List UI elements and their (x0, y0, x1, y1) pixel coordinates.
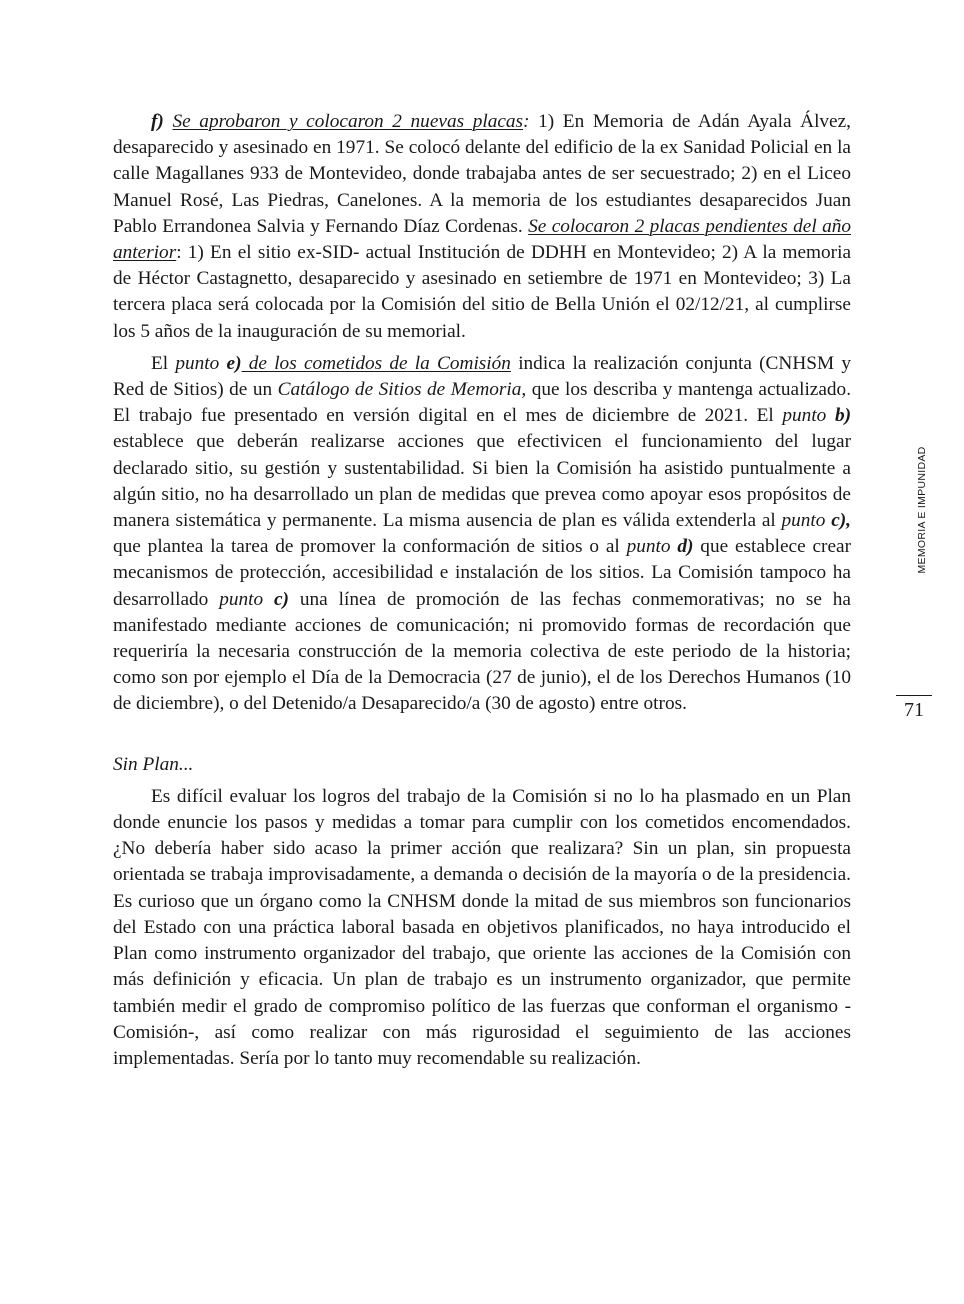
pending-placas-heading: Se colocaron 2 placas pendientes del año anterior (113, 215, 851, 264)
cometidos-link-text: de los cometidos de la Comisión (241, 352, 511, 374)
text-run: El (151, 352, 176, 374)
paragraph-placas (113, 109, 851, 345)
placas-text: 1) En Memoria de Adán Ayala Álvez, desaparecido y asesinado en 1971. Se colocó delante del edificio de la ex Sanidad Policial en la calle Magallanes 933 de Montevideo, donde trabajaba antes de ser secuestrado; 2) en el Liceo Manuel Rosé, Las Piedras, Canelones. A la memoria de los estudiantes desaparecidos Juan Pablo Errandonea Salvia y Fernando Díaz Cordenas. (113, 111, 851, 237)
punto-letter: b) (834, 405, 851, 427)
page-number: 71 (904, 699, 924, 721)
text-run: que establece crear mecanismos de protección, accesibilidad e instalación de los sitios. La Comisión tampoco ha desarrollado (113, 536, 851, 610)
body-text (113, 109, 851, 1072)
punto-word: punto (782, 405, 827, 427)
paragraph-sin-plan: Es difícil evaluar los logros del trabajo de la Comisión si no lo ha plasmado en un Plan donde enuncie los pasos y medidas a tomar para cumplir con los cometidos encomendados. ¿No debería haber sido acaso la primer acción que realizara? Sin un plan, sin propuesta orientada se trabaja improvisadamente, a demanda o decisión de la mayoría o de la presidencia. Es curioso que un órgano como la CNHSM donde la mitad de sus miembros son funcionarios del Estado con una práctica laboral basada en objetivos planificados, no haya introducido el Plan como instrumento organizador del trabajo, que oriente las acciones de la Comisión con más definición y eficacia. Un plan de trabajo es un instrumento organizador, que permite también medir el grado de compromiso político de las fuerzas que conforman el organismo -Comisión-, así como realizar con más rigurosidad el seguimiento de las acciones implementadas. Sería por lo tanto muy recomendable su realización. (113, 785, 851, 1069)
space (263, 589, 274, 610)
punto-letter: e) (226, 352, 242, 374)
punto-letter: c), (831, 510, 851, 532)
punto-letter: c) (274, 588, 289, 610)
running-header-side: MEMORIA E IMPUNIDAD (916, 446, 928, 574)
item-label: f) (151, 111, 164, 132)
placas-heading: Se aprobaron y colocaron 2 nuevas placas (172, 111, 524, 132)
punto-word: punto (626, 536, 671, 558)
placas-heading-colon: : (523, 111, 530, 132)
text-run: , que los describa y mantenga actualizado. El trabajo fue presentado en versión digital en el mes de diciembre de 2021. El (113, 379, 852, 427)
space (219, 353, 226, 374)
punto-word: punto (219, 588, 264, 610)
page-number-rule (896, 695, 932, 696)
catalog-title: Catálogo de Sitios de Memoria (277, 379, 522, 401)
punto-word: punto (781, 510, 826, 532)
text-run: que plantea la tarea de promover la conformación de sitios o al (113, 536, 627, 558)
text-run: una línea de promoción de las fechas conmemorativas; no se ha manifestado mediante acciones de comunicación; ni promovido formas de recordación que requeriría la necesaria construcción de la memoria colectiva de este periodo de la historia; como son por ejemplo el Día de la Democracia (27 de junio), el de los Derechos Humanos (10 de diciembre), o del Detenido/a Desaparecido/a (30 de agosto) entre otros. (113, 588, 851, 715)
punto-word: punto (175, 352, 220, 374)
text-run: indica la realización conjunta (CNHSM y Red de Sitios) de un (113, 352, 851, 401)
paragraph-cometidos (113, 351, 851, 718)
text-run: establece que deberán realizarse acciones que efectivicen el funcionamiento del lugar declarado sitio, su gestión y sustentabilidad. Si bien la Comisión ha asistido puntualmente a algún sitio, no ha desarrollado un plan de medidas que prevea como apoyar esos propósitos de manera sistemática y permanente. La misma ausencia de plan es válida extenderla al (113, 431, 851, 532)
section-title: Sin Plan... (113, 753, 194, 775)
space (826, 405, 835, 426)
pending-placas-text: : 1) En el sitio ex-SID- actual Institución de DDHH en Montevideo; 2) A la memoria de Héctor Castagnetto, desaparecido y asesinado en setiembre de 1971 en Montevideo; 3) La tercera placa será colocada por la Comisión del sitio de Bella Unión el 02/12/21, al cumplirse los 5 años de la inauguración de su memorial. (113, 242, 851, 342)
punto-letter: d) (677, 536, 694, 558)
